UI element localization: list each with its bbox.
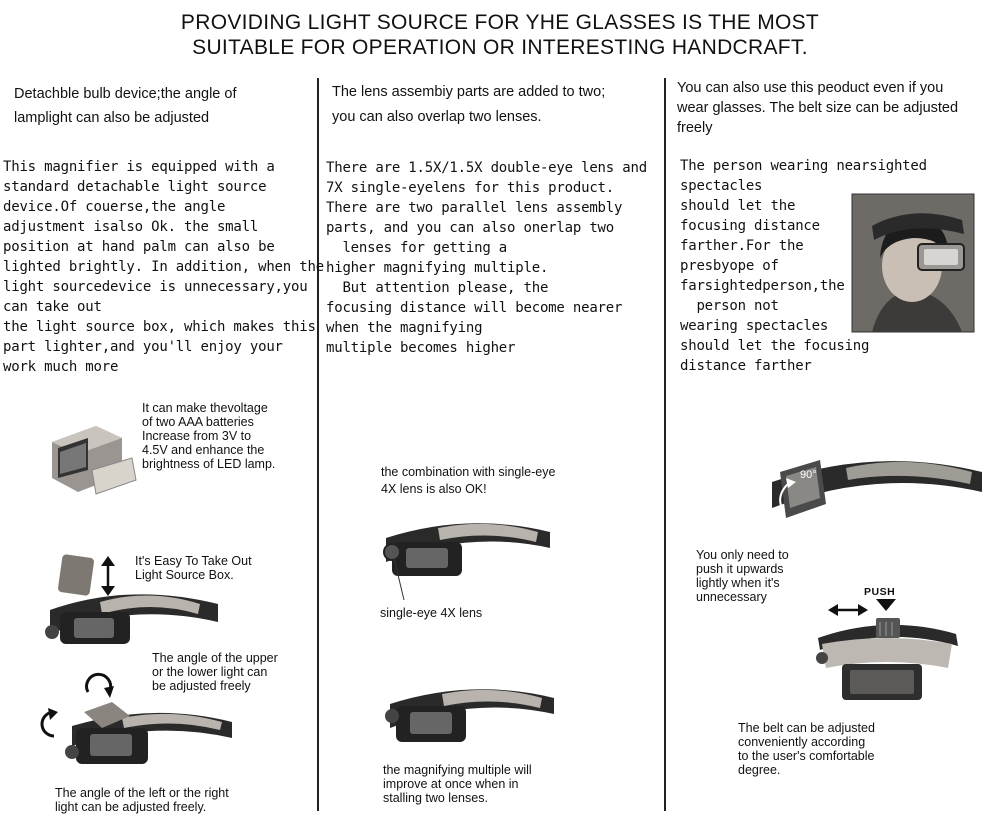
caption-battery: It can make thevoltage of two AAA batteries Increase from 3V to 4.5V and enhance the brightness of LED lamp. <box>142 401 276 471</box>
col3-body: The person wearing nearsighted spectacles should let the focusing distance farther.For the presbyope of farsightedperson,the person not wearing spectacles should let the focusing distance farther <box>680 158 927 374</box>
caption-push-up: You only need to push it upwards lightly when it's unnecessary <box>696 548 789 604</box>
headband-single-lens-image <box>378 508 558 598</box>
col1-heading: Detachble bulb device;the angle of lamplight can also be adjusted <box>14 86 237 126</box>
col2-heading: The lens assembiy parts are added to two; you can also overlap two lenses. <box>332 84 606 125</box>
up-down-arrow-icon <box>98 556 118 596</box>
caption-combo: the combination with single-eye 4X lens is also OK! <box>381 465 556 496</box>
rotate-arrow-top-icon <box>84 672 116 702</box>
person-wearing-magnifier-photo <box>852 194 974 332</box>
caption-belt: The belt can be adjusted conveniently according to the user's comfortable degree. <box>738 721 875 777</box>
caption-takeout: It's Easy To Take Out Light Source Box. <box>135 554 252 582</box>
angle-label: 90° <box>800 469 817 481</box>
headband-belt-image <box>812 612 962 708</box>
rotate-arrow-left-icon <box>32 708 62 740</box>
caption-overlap: the magnifying multiple will improve at once when in stalling two lenses. <box>383 763 532 805</box>
col2-body: There are 1.5X/1.5X double-eye lens and 7X single-eyelens for this product. There are two parallel lens assembly parts, and you can also onerlap two lenses for getting a higher magnifying multiple. But attention please, the focusing distance will become nearer when the magnifying multiple becomes higher <box>326 160 647 356</box>
push-label: PUSH <box>864 586 896 598</box>
caption-single-lens: single-eye 4X lens <box>380 606 483 620</box>
col1-body: This magnifier is equipped with a standard detachable light source device.Of couerse,the angle adjustment isalso Ok. the small position at hand palm can also be lighted brightly. In addition, when the light sourcedevice is unnecessary,you can take out the light source box, which makes this part lighter,and you'll enjoy your work much more <box>3 159 324 375</box>
headband-overlap-lens-image <box>382 676 562 756</box>
caption-updown: The angle of the upper or the lower light can be adjusted freely <box>152 651 278 693</box>
battery-box-image <box>44 420 139 500</box>
column-divider-2 <box>664 78 666 811</box>
page-title <box>0 10 1000 60</box>
headband-flip-up-image <box>766 442 988 542</box>
title-line-2: SUITABLE FOR OPERATION OR INTERESTING HANDCRAFT. <box>192 36 808 59</box>
headband-rotate-image <box>32 672 242 782</box>
col3-heading: You can also use this peoduct even if you wear glasses. The belt size can be adjusted freely <box>677 80 959 136</box>
caption-leftright: The angle of the left or the right light can be adjusted freely. <box>55 786 229 814</box>
title-line-1: PROVIDING LIGHT SOURCE FOR YHE GLASSES IS THE MOST <box>180 11 820 34</box>
push-down-arrow-icon <box>876 599 896 611</box>
